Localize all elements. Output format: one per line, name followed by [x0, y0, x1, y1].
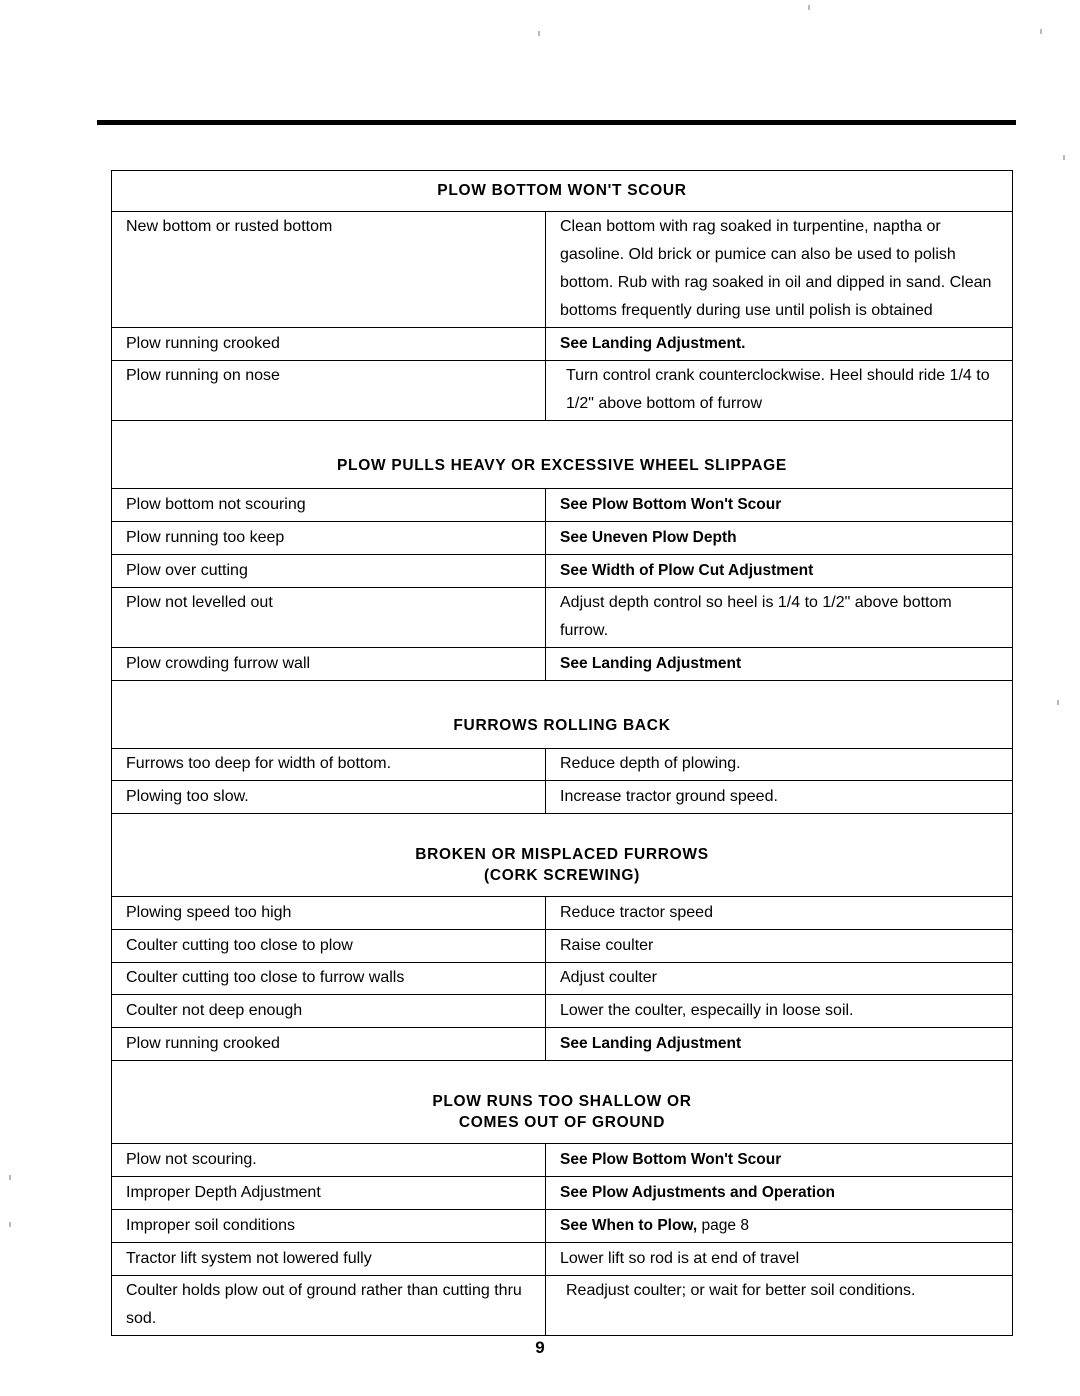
cause-cell: Plow crowding furrow wall [112, 648, 546, 681]
cause-cell: Plowing speed too high [112, 897, 546, 930]
cause-cell: Tractor lift system not lowered fully [112, 1243, 546, 1276]
section-title [112, 814, 1013, 897]
cause-cell: Plow bottom not scouring [112, 489, 546, 522]
table-row [112, 1144, 1013, 1177]
cause-cell: Improper soil conditions [112, 1210, 546, 1243]
cause-cell: Plowing too slow. [112, 781, 546, 814]
cause-cell: Coulter not deep enough [112, 995, 546, 1028]
cause-cell: Improper Depth Adjustment [112, 1177, 546, 1210]
scan-speckle [1040, 29, 1042, 34]
troubleshooting-table-wrap [111, 170, 1012, 1336]
troubleshooting-table [111, 170, 1013, 1336]
remedy-cell: See Landing Adjustment [546, 648, 1013, 681]
table-row [112, 212, 1013, 328]
remedy-cell: Readjust coulter; or wait for better soil conditions. [546, 1276, 1013, 1336]
cause-cell: Coulter cutting too close to plow [112, 930, 546, 963]
table-row [112, 361, 1013, 421]
cause-cell: Plow over cutting [112, 555, 546, 588]
table-row [112, 1028, 1013, 1061]
table-row [112, 648, 1013, 681]
section-title-text: BROKEN OR MISPLACED FURROWS [415, 846, 709, 863]
table-row [112, 781, 1013, 814]
cause-cell: Coulter cutting too close to furrow walls [112, 963, 546, 995]
scan-speckle [1063, 155, 1065, 160]
remedy-cell: See Uneven Plow Depth [546, 522, 1013, 555]
page-number: 9 [535, 1338, 545, 1357]
table-row [112, 1177, 1013, 1210]
table-row [112, 963, 1013, 995]
scan-speckle [9, 1175, 11, 1180]
remedy-cell: See Landing Adjustment. [546, 328, 1013, 361]
remedy-cell: See Width of Plow Cut Adjustment [546, 555, 1013, 588]
remedy-cell: See Plow Bottom Won't Scour [546, 489, 1013, 522]
remedy-cell: Raise coulter [546, 930, 1013, 963]
table-row [112, 930, 1013, 963]
table-row [112, 328, 1013, 361]
scan-speckle [808, 5, 810, 10]
scan-speckle [538, 31, 540, 36]
cause-cell: Plow not levelled out [112, 588, 546, 648]
cause-cell: Coulter holds plow out of ground rather than cutting thru sod. [112, 1276, 546, 1336]
table-row [112, 489, 1013, 522]
remedy-cell: Reduce depth of plowing. [546, 749, 1013, 781]
section-title [112, 1061, 1013, 1144]
section-title: PLOW BOTTOM WON'T SCOUR [112, 171, 1013, 212]
cause-cell: Furrows too deep for width of bottom. [112, 749, 546, 781]
remedy-cell: Reduce tractor speed [546, 897, 1013, 930]
remedy-cell: Turn control crank counterclockwise. Heel should ride 1/4 to 1/2" above bottom of furrow [546, 361, 1013, 421]
table-row [112, 555, 1013, 588]
remedy-cell [546, 1210, 1013, 1243]
table-row [112, 1243, 1013, 1276]
cause-cell: New bottom or rusted bottom [112, 212, 546, 328]
table-row [112, 897, 1013, 930]
remedy-cell: Lower lift so rod is at end of travel [546, 1243, 1013, 1276]
header-rule [97, 120, 1016, 125]
section-title-text: PLOW RUNS TOO SHALLOW OR [432, 1093, 692, 1110]
cause-cell: Plow running crooked [112, 328, 546, 361]
remedy-cell: Lower the coulter, especailly in loose soil. [546, 995, 1013, 1028]
remedy-cell: Clean bottom with rag soaked in turpentine, naptha or gasoline. Old brick or pumice can also be used to polish bottom. Rub with rag soaked in oil and dipped in sand. Clean bottoms frequently during use until polish is obtained [546, 212, 1013, 328]
remedy-cell: Adjust coulter [546, 963, 1013, 995]
section-title-row [112, 171, 1013, 212]
section-title: PLOW PULLS HEAVY OR EXCESSIVE WHEEL SLIPPAGE [112, 421, 1013, 489]
table-row [112, 995, 1013, 1028]
section-title-row [112, 421, 1013, 489]
section-subtitle: (CORK SCREWING) [483, 867, 641, 884]
scan-speckle [1057, 700, 1059, 705]
cause-cell: Plow running too keep [112, 522, 546, 555]
section-title: FURROWS ROLLING BACK [112, 681, 1013, 749]
remedy-cell: See Plow Adjustments and Operation [546, 1177, 1013, 1210]
section-subtitle: COMES OUT OF GROUND [458, 1114, 666, 1131]
table-row [112, 1210, 1013, 1243]
section-title-row [112, 1061, 1013, 1144]
cause-cell: Plow running crooked [112, 1028, 546, 1061]
cause-cell: Plow not scouring. [112, 1144, 546, 1177]
table-row [112, 749, 1013, 781]
remedy-cell: Adjust depth control so heel is 1/4 to 1/2" above bottom furrow. [546, 588, 1013, 648]
scan-speckle [9, 1222, 11, 1227]
section-title-row [112, 814, 1013, 897]
table-row [112, 522, 1013, 555]
table-row [112, 1276, 1013, 1336]
cause-cell: Plow running on nose [112, 361, 546, 421]
remedy-cell: See Plow Bottom Won't Scour [546, 1144, 1013, 1177]
section-title-row [112, 681, 1013, 749]
remedy-text: See When to Plow, [560, 1217, 698, 1234]
remedy-cell: See Landing Adjustment [546, 1028, 1013, 1061]
remedy-suffix: page 8 [697, 1217, 749, 1234]
table-row [112, 588, 1013, 648]
remedy-cell: Increase tractor ground speed. [546, 781, 1013, 814]
